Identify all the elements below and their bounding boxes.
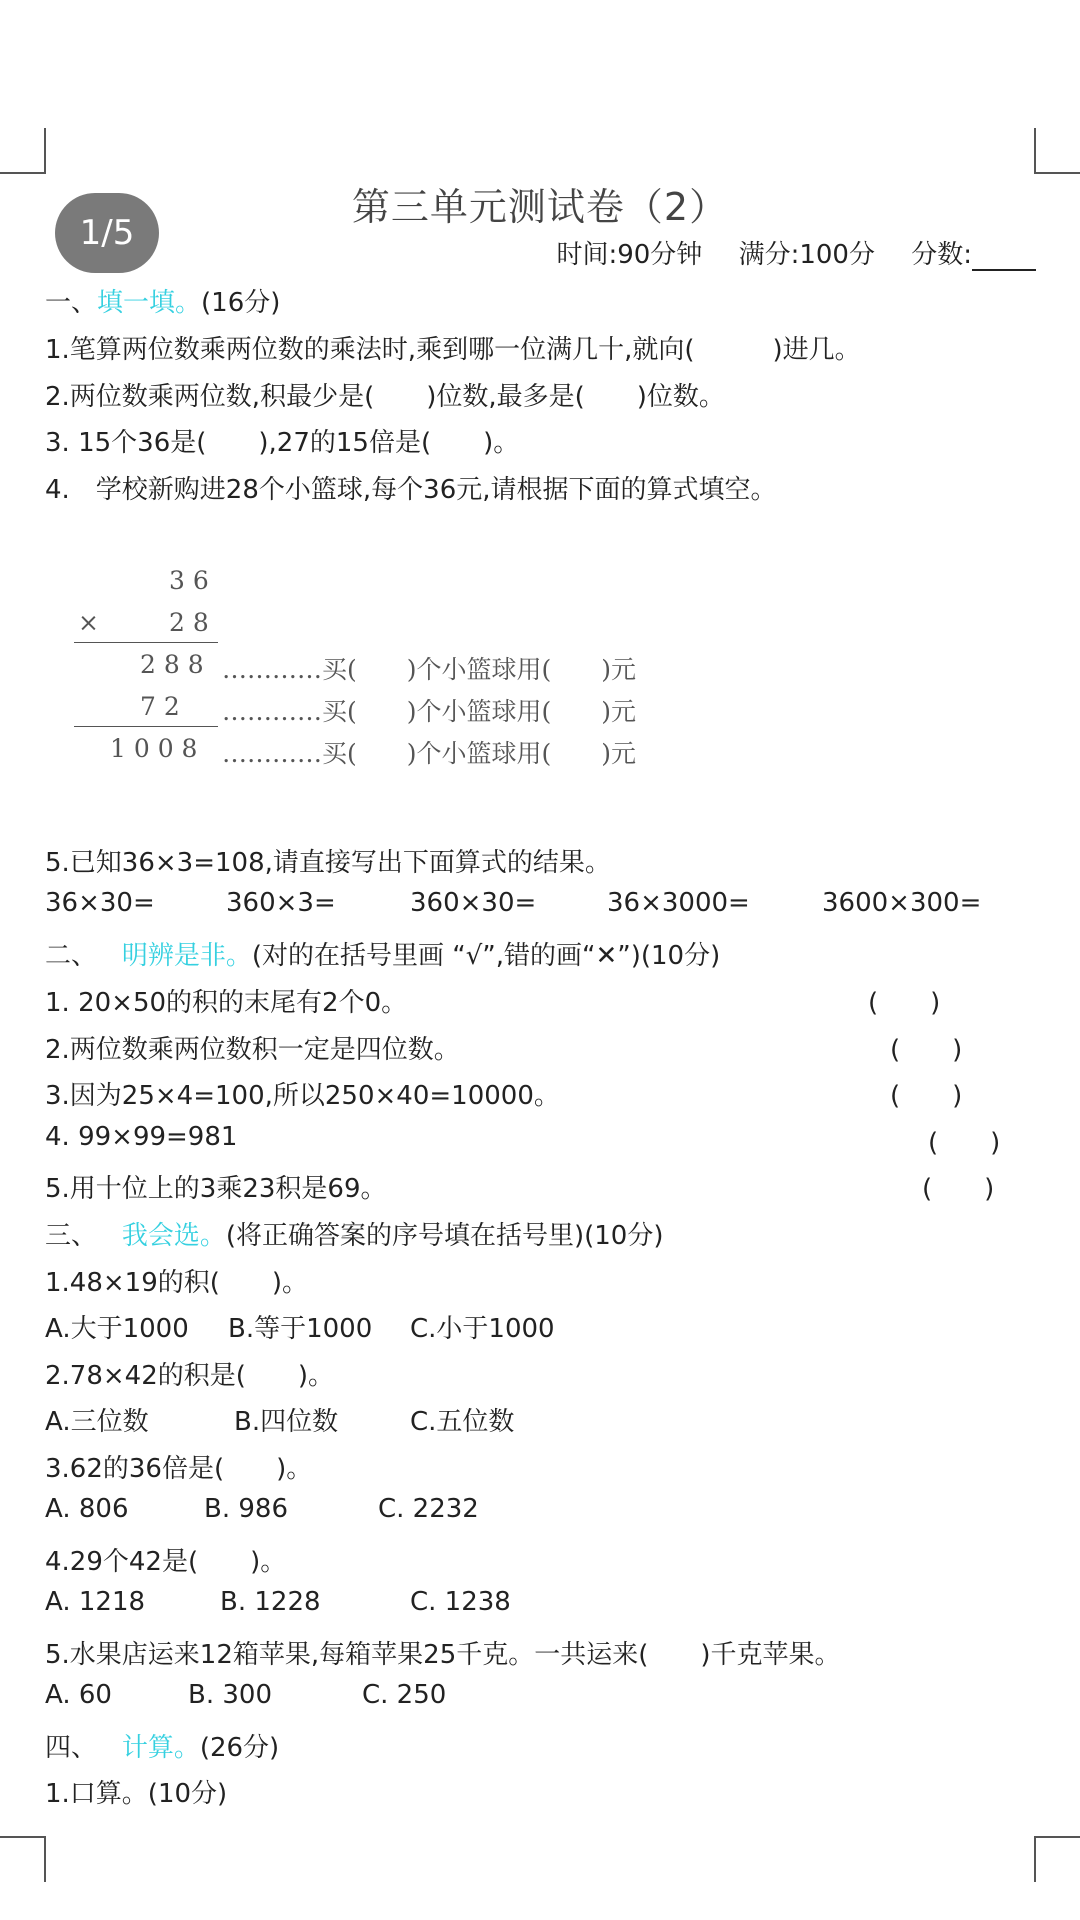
fill-line-1: …………买( )个小篮球用( )元 (222, 655, 637, 684)
option: C. 250 (362, 1680, 447, 1710)
times-sign: × (78, 608, 99, 637)
partial-product-2: 7 2 (140, 692, 180, 721)
choice-question-5: 5.水果店运来12箱苹果,每箱苹果25千克。一共运来( )千克苹果。 (45, 1640, 841, 1670)
question-1-1: 1.笔算两位数乘两位数的乘法时,乘到哪一位满几十,就向( )进几。 (45, 335, 861, 365)
section-prefix: 二、 (45, 941, 98, 971)
section-points: (16分) (201, 288, 281, 318)
choice-question-2: 2.78×42的积是( )。 (45, 1361, 335, 1391)
expr-4: 36×3000= (607, 888, 750, 918)
judge-4: 4. 99×99=981 (45, 1122, 238, 1152)
crop-mark-bottom-right (1034, 1836, 1080, 1882)
option: A.大于1000 (45, 1314, 189, 1344)
answer-paren: ( ) (922, 1174, 995, 1204)
option: B. 300 (188, 1680, 272, 1710)
section-name: 我会选。 (121, 1221, 226, 1251)
document-title: 第三单元测试卷（2） (351, 185, 729, 229)
score-blank (972, 245, 1036, 271)
choice-question-1: 1.48×19的积( )。 (45, 1268, 309, 1298)
divider-line (74, 642, 218, 643)
full-score: 满分:100分 (738, 240, 875, 270)
partial-product-1: 2 8 8 (140, 650, 204, 679)
expr-5: 3600×300= (822, 888, 982, 918)
section-3-heading (45, 1215, 664, 1252)
crop-mark-top-right (1034, 128, 1080, 174)
answer-paren: ( ) (868, 988, 941, 1018)
option: C.小于1000 (410, 1314, 555, 1344)
expr-1: 36×30= (45, 888, 155, 918)
option: B. 1228 (220, 1587, 321, 1617)
crop-mark-top-left (0, 128, 46, 174)
time-limit: 时间:90分钟 (556, 240, 703, 270)
product-total: 1 0 0 8 (110, 734, 198, 763)
expr-2: 360×3= (226, 888, 336, 918)
section-4-heading (45, 1727, 279, 1764)
section-points: (26分) (199, 1733, 280, 1763)
judge-2: 2.两位数乘两位数积一定是四位数。 (45, 1035, 460, 1065)
fill-line-3: …………买( )个小篮球用( )元 (222, 739, 637, 768)
question-1-3: 3. 15个36是( ),27的15倍是( )。 (45, 428, 520, 458)
question-4-1: 1.口算。(10分) (45, 1779, 228, 1809)
multiplicand: 3 6 (169, 566, 209, 595)
option: B.等于1000 (228, 1314, 373, 1344)
section-2-heading (45, 935, 720, 972)
judge-3: 3.因为25×4=100,所以250×40=10000。 (45, 1081, 560, 1111)
question-1-4: 4. 学校新购进28个小篮球,每个36元,请根据下面的算式填空。 (45, 475, 777, 505)
option: B. 986 (204, 1494, 288, 1524)
question-1-2: 2.两位数乘两位数,积最少是( )位数,最多是( )位数。 (45, 382, 725, 412)
section-name: 明辨是非。 (121, 941, 252, 971)
answer-paren: ( ) (890, 1081, 963, 1111)
option: A. 806 (45, 1494, 129, 1524)
section-name: 计算。 (121, 1733, 200, 1763)
answer-paren: ( ) (890, 1035, 963, 1065)
judge-5: 5.用十位上的3乘23积是69。 (45, 1174, 387, 1204)
fill-line-2: …………买( )个小篮球用( )元 (222, 697, 637, 726)
option: A.三位数 (45, 1407, 149, 1437)
score-label: 分数: (911, 240, 972, 270)
choice-question-3: 3.62的36倍是( )。 (45, 1454, 313, 1484)
option: C. 1238 (410, 1587, 511, 1617)
option: A. 1218 (45, 1587, 146, 1617)
choice-question-4: 4.29个42是( )。 (45, 1547, 287, 1577)
exam-meta (528, 234, 1036, 271)
page-indicator: 1/5 (55, 193, 159, 273)
question-1-5: 5.已知36×3=108,请直接写出下面算式的结果。 (45, 848, 611, 878)
section-name: 填一填。 (97, 288, 202, 318)
answer-paren: ( ) (928, 1128, 1001, 1158)
vertical-multiplication (74, 560, 774, 770)
section-prefix: 三、 (45, 1221, 98, 1251)
section-prefix: 一、 (45, 288, 98, 318)
option: A. 60 (45, 1680, 112, 1710)
section-points: (对的在括号里画 “√”,错的画“✕”)(10分) (251, 941, 721, 971)
divider-line (74, 726, 218, 727)
option: B.四位数 (234, 1407, 339, 1437)
option: C. 2232 (378, 1494, 479, 1524)
expr-3: 360×30= (410, 888, 537, 918)
section-points: (将正确答案的序号填在括号里)(10分) (225, 1221, 664, 1251)
option: C.五位数 (410, 1407, 515, 1437)
section-1-heading (45, 282, 280, 319)
judge-1: 1. 20×50的积的末尾有2个0。 (45, 988, 408, 1018)
multiplier: 2 8 (169, 608, 209, 637)
section-prefix: 四、 (45, 1733, 98, 1763)
crop-mark-bottom-left (0, 1836, 46, 1882)
